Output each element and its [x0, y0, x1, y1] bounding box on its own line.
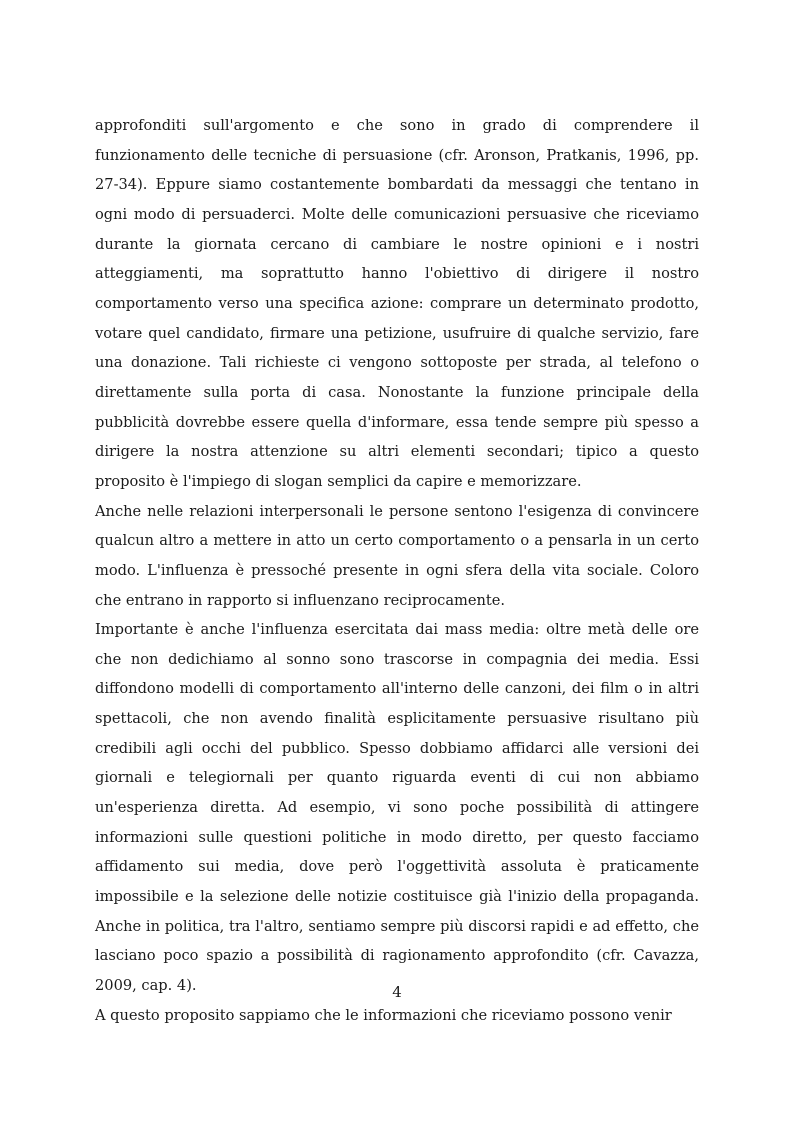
paragraph-1: approfonditi sull'argomento e che sono in grado di comprendere il funzionamento delle tecniche di persuasione (cfr. Aronson, Pratkanis, 1996, pp. 27-34). Eppure siamo costantemente bombardati da messaggi che tentano in ogni modo di persuaderci. Molte delle comunicazioni persuasive che riceviamo durante la giornata cercano di cambiare le nostre opinioni e i nostri atteggiamenti, ma soprattutto hanno l'obiettivo di dirigere il nostro comportamento verso una specifica azione: comprare un determinato prodotto, votare quel candidato, firmare una petizione, usufruire di qualche servizio, fare una donazione. Tali richieste ci vengono sottoposte per strada, al telefono o direttamente sulla porta di casa. Nonostante la funzione principale della pubblicità dovrebbe essere quella d'informare, essa tende sempre più spesso a dirigere la nostra attenzione su altri elementi secondari; tipico a questo proposito è l'impiego di slogan semplici da capire e memorizzare.	[95, 117, 699, 490]
paragraph-4: A questo proposito sappiamo che le informazioni che riceviamo possono venir	[95, 1006, 672, 1024]
paragraph-3: Importante è anche l'influenza esercitata dai mass media: oltre metà delle ore che non dedichiamo al sonno sono trascorse in compagnia dei media. Essi diffondono modelli di comportamento all'interno delle canzoni, dei film o in altri spettacoli, che non avendo finalità esplicitamente persuasive risultano più credibili agli occhi del pubblico. Spesso dobbiamo affidarci alle versioni dei giornali e telegiornali per quanto riguarda eventi di cui non abbiamo un'esperienza diretta. Ad esempio, vi sono poche possibilità di attingere informazioni sulle questioni politiche in modo diretto, per questo facciamo affidamento sui media, dove però l'oggettività assoluta è praticamente impossibile e la selezione delle notizie costituisce già l'inizio della propaganda. Anche in politica, tra l'altro, sentiamo sempre più discorsi rapidi e ad effetto, che lasciano poco spazio a possibilità di ragionamento approfondito (cfr. Cavazza, 2009, cap. 4).	[95, 621, 699, 995]
page-number: 4	[392, 983, 402, 1001]
body-text	[95, 111, 699, 1030]
paragraph-2: Anche nelle relazioni interpersonali le persone sentono l'esigenza di convincere qualcun altro a mettere in atto un certo comportamento o a pensarla in un certo modo. L'influenza è pressoché presente in ogni sfera della vita sociale. Coloro che entrano in rapporto si influenzano reciprocamente.	[95, 502, 699, 609]
